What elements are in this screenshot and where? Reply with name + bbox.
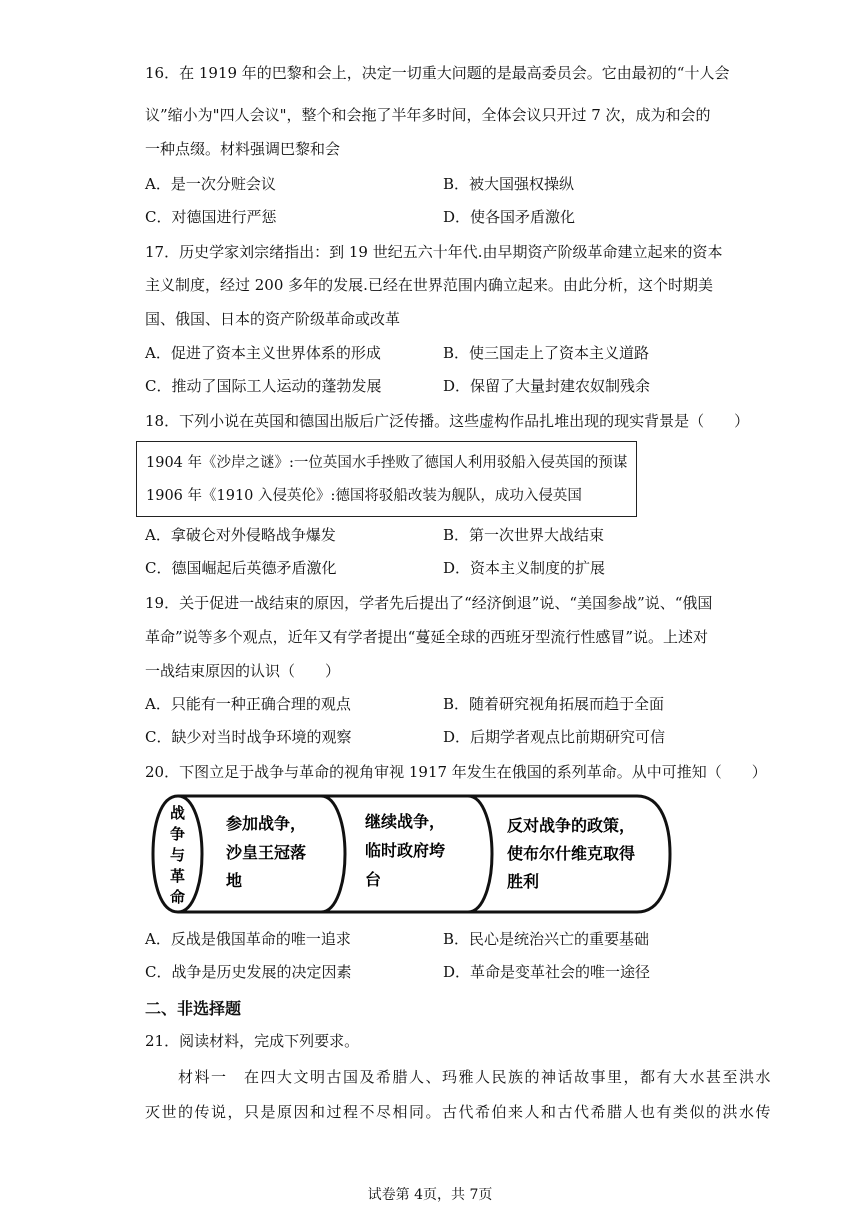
q18-option-a[interactable]: A．拿破仑对外侵略战争爆发 [145,526,336,544]
q17-line-2: 主义制度，经过 200 多年的发展.已经在世界范围内确立起来。由此分析，这个时期美 [145,276,713,294]
page-footer: 试卷第 4页，共 7页 [367,1187,493,1203]
segment-1-line-1: 参加战争， [226,814,307,833]
q18-stem: 18．下列小说在英国和德国出版后广泛传播。这些虚构作品扎堆出现的现实背景是（ ） [145,412,750,430]
q20-stem: 20．下图立足于战争与革命的视角审视 1917 年发生在俄国的系列革命。从中可推知（ ） [145,763,767,781]
q19-line-1: 19．关于促进一战结束的原因，学者先后提出了“经济倒退”说、“美国参战”说、“俄国 [145,594,713,612]
segment-3-line-2: 使布尔什维克取得 [507,844,636,863]
segment-3-line-1: 反对战争的政策， [507,816,636,835]
diagram-side-char-5: 命 [170,888,186,906]
q17-line-1: 17．历史学家刘宗绪指出：到 19 世纪五六十年代.由早期资产阶级革命建立起来的资本 [145,243,723,261]
q18-source-box [136,441,637,517]
diagram-side-char-3: 与 [170,846,186,864]
diagram-side-char-2: 争 [170,825,186,843]
q17-option-d[interactable]: D．保留了大量封建农奴制残余 [443,377,651,395]
q19-option-a[interactable]: A．只能有一种正确合理的观点 [145,695,351,713]
q20-option-a[interactable]: A．反战是俄国革命的唯一追求 [145,930,351,948]
q16-option-d[interactable]: D．使各国矛盾激化 [443,208,576,226]
q16-line-3: 一种点缀。材料强调巴黎和会 [145,140,341,158]
q19-line-2: 革命”说等多个观点，近年又有学者提出“蔓延全球的西班牙型流行性感冒”说。上述对 [145,628,709,646]
segment-2-line-2: 临时政府垮 [365,841,446,860]
q19-option-b[interactable]: B．随着研究视角拓展而趋于全面 [443,695,665,713]
q20-option-d[interactable]: D．革命是变革社会的唯一途径 [443,963,651,981]
q20-option-b[interactable]: B．民心是统治兴亡的重要基础 [443,930,650,948]
q21-stem: 21．阅读材料，完成下列要求。 [145,1032,360,1050]
q19-option-d[interactable]: D．后期学者观点比前期研究可信 [443,728,666,746]
q18-box-line-2: 1906 年《1910 入侵英伦》:德国将驳船改装为舰队，成功入侵英国 [146,488,582,504]
segment-3-line-3: 胜利 [507,872,540,891]
q21-material-line-1: 材料一 在四大文明古国及希腊人、玛雅人民族的神话故事里，都有大水甚至洪水 [145,1068,773,1086]
q16-option-a[interactable]: A．是一次分赃会议 [145,175,276,193]
segment-1-line-2: 沙皇王冠落 [226,843,307,862]
q18-option-d[interactable]: D．资本主义制度的扩展 [443,559,606,577]
q19-option-c[interactable]: C．缺少对当时战争环境的观察 [145,728,352,746]
q18-box-line-1: 1904 年《沙岸之谜》:一位英国水手挫败了德国人利用驳船入侵英国的预谋 [146,455,628,471]
q16-line-1: 16．在 1919 年的巴黎和会上，决定一切重大问题的是最高委员会。它由最初的“十人会 [145,64,730,82]
q18-option-b[interactable]: B．第一次世界大战结束 [443,526,605,544]
q20-option-c[interactable]: C．战争是历史发展的决定因素 [145,963,352,981]
q19-line-3: 一战结束原因的认识（ ） [145,662,341,680]
q16-option-c[interactable]: C．对德国进行严惩 [145,208,277,226]
q18-option-c[interactable]: C．德国崛起后英德矛盾激化 [145,559,337,577]
q17-option-b[interactable]: B．使三国走上了资本主义道路 [443,344,650,362]
diagram-side-char-4: 革 [170,867,186,885]
segment-1-line-3: 地 [226,871,243,890]
section-heading: 二、非选择题 [145,999,242,1018]
war-revolution-diagram [150,792,675,916]
q16-line-2: 议”缩小为"四人会议"，整个和会拖了半年多时间，全体会议只开过 7 次，成为和会的 [145,106,711,124]
q17-line-3: 国、俄国、日本的资产阶级革命或改革 [145,310,401,328]
q17-option-a[interactable]: A．促进了资本主义世界体系的形成 [145,344,381,362]
segment-2-line-3: 台 [365,870,382,889]
diagram-side-char-1: 战 [170,804,186,822]
q16-option-b[interactable]: B．被大国强权操纵 [443,175,575,193]
q21-material-line-2: 灭世的传说，只是原因和过程不尽相同。古代希伯来人和古代希腊人也有类似的洪水传 [145,1103,773,1121]
q17-option-c[interactable]: C．推动了国际工人运动的蓬勃发展 [145,377,382,395]
segment-2-line-1: 继续战争， [365,812,446,831]
